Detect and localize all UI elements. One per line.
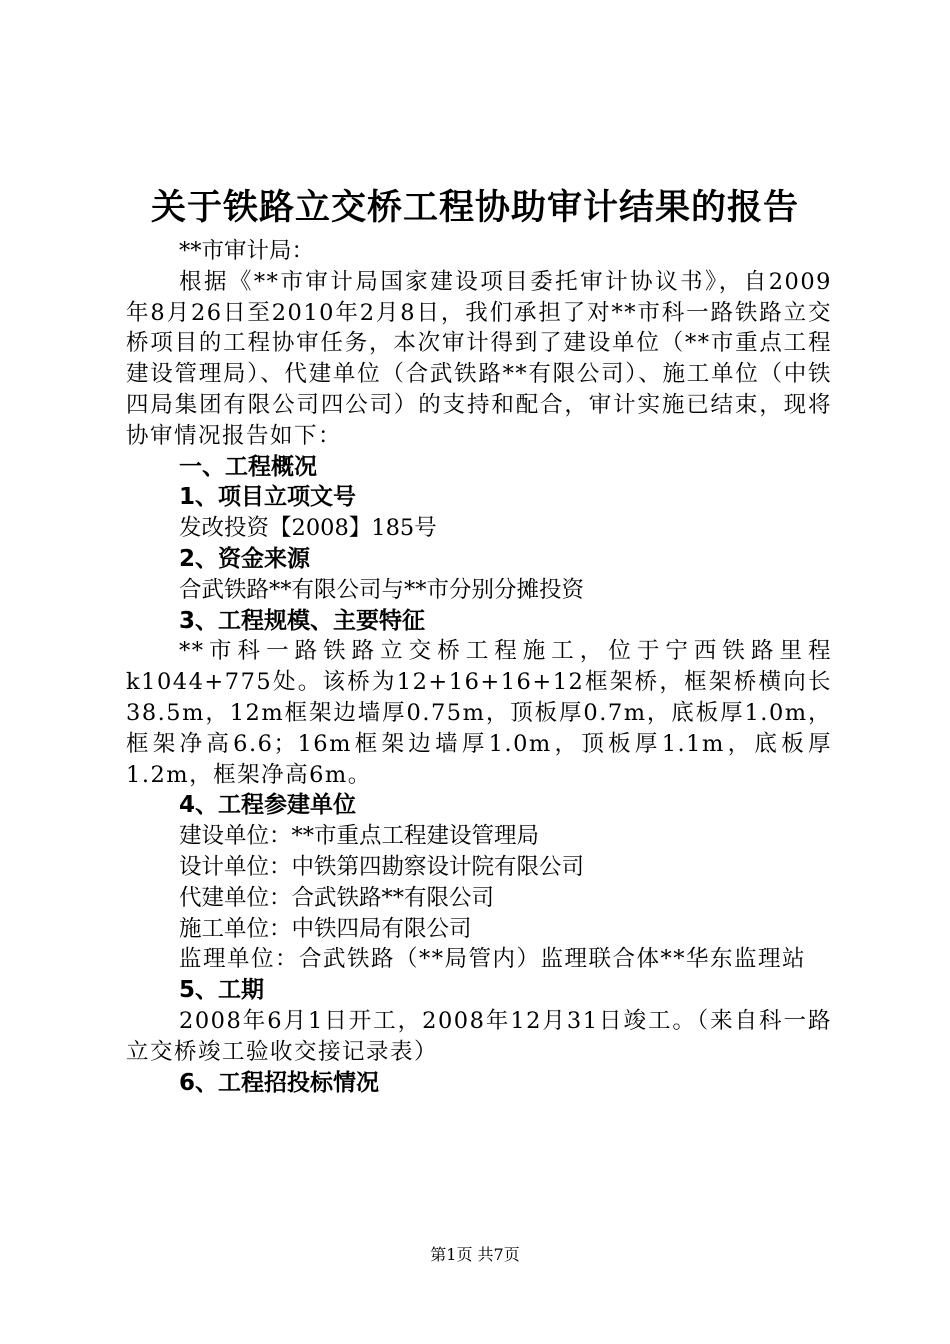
unit-line: 施工单位：中铁四局有限公司 <box>179 915 472 942</box>
item-heading-2: 2、资金来源 <box>179 545 311 572</box>
item-text-2: 合武铁路**有限公司与**市分别分摊投资 <box>179 576 585 603</box>
unit-line: 监理单位：合武铁路（**局管内）监理联合体**华东监理站 <box>179 946 807 973</box>
section-heading: 一、工程概况 <box>179 453 317 480</box>
item-heading-5: 5、工期 <box>179 977 265 1004</box>
intro-paragraph: 根据《**市审计局国家建设项目委托审计协议书》，自2009年8月26日至2010年2月8日，我们承担了对**市科一路铁路立交桥项目的工程协审任务，本次审计得到了建设单位（**市重点工程建设管理局）、代建单位（合武铁路**有限公司）、施工单位（中铁四局集团有限公司四公司）的支持和配合，审计实施已结束，现将协审情况报告如下： <box>126 268 832 449</box>
item-text-1: 发改投资【2008】185号 <box>179 515 437 542</box>
item-heading-1: 1、项目立项文号 <box>179 484 357 511</box>
item-text-5: 2008年6月1日开工，2008年12月31日竣工。（来自科一路立交桥竣工验收交接记录表） <box>126 1007 832 1065</box>
document-title: 关于铁路立交桥工程协助审计结果的报告 <box>150 188 799 228</box>
unit-line: 代建单位：合武铁路**有限公司 <box>179 884 495 911</box>
item-text-3: **市科一路铁路立交桥工程施工，位于宁西铁路里程k1044+775处。该桥为12+16+16+12框架桥，框架桥横向长38.5m，12m框架边墙厚0.75m，顶板厚0.7m，底板厚1.0m，框架净高6.6；16m框架边墙厚1.0m，顶板厚1.1m，底板厚1.2m，框架净高6m。 <box>126 638 832 788</box>
item-heading-6: 6、工程招投标情况 <box>179 1069 380 1096</box>
salutation: **市审计局： <box>179 238 315 264</box>
page-footer: 第1页 共7页 <box>430 1245 520 1264</box>
unit-line: 建设单位：**市重点工程建设管理局 <box>179 823 540 850</box>
unit-line: 设计单位：中铁第四勘察设计院有限公司 <box>179 853 585 880</box>
item-heading-3: 3、工程规模、主要特征 <box>179 607 426 634</box>
document-body <box>126 236 832 1098</box>
item-heading-4: 4、工程参建单位 <box>179 792 357 819</box>
